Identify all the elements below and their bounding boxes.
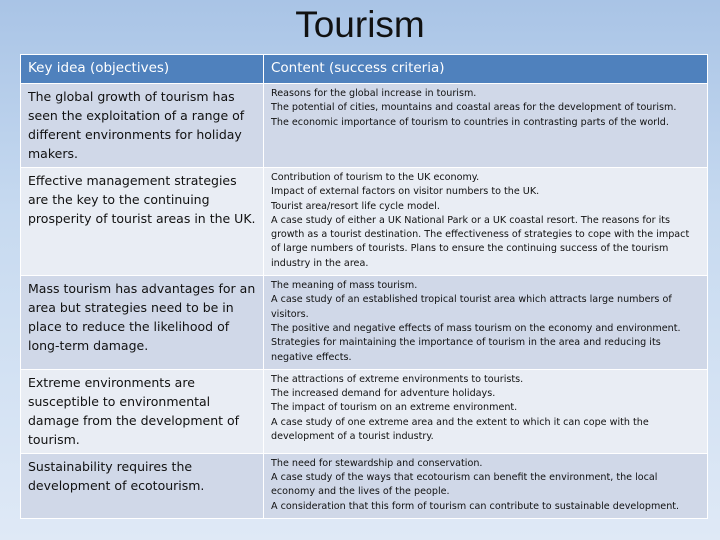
content-line: A case study of the ways that ecotourism can benefit the environment, the local economy and the lives of the people. xyxy=(271,472,658,498)
content-line: The positive and negative effects of mass tourism on the economy and environment. xyxy=(271,322,681,334)
content-line: Tourist area/resort life cycle model. xyxy=(271,200,440,212)
content-line: A case study of one extreme area and the extent to which it can cope with the development of a tourist industry. xyxy=(271,416,649,443)
key-idea-cell: The global growth of tourism has seen the exploitation of a range of different environments for holiday makers. xyxy=(21,84,264,168)
header-key-idea: Key idea (objectives) xyxy=(21,55,264,84)
header-content: Content (success criteria) xyxy=(264,55,708,84)
content-line: The economic importance of tourism to countries in contrasting parts of the world. xyxy=(271,116,669,128)
content-line: A consideration that this form of tourism can contribute to sustainable development. xyxy=(271,500,680,512)
key-idea-cell: Mass tourism has advantages for an area but strategies need to be in place to reduce the likelihood of long-term damage. xyxy=(21,276,264,370)
content-cell xyxy=(264,453,708,518)
content-cell xyxy=(264,276,708,370)
content-line: Contribution of tourism to the UK economy. xyxy=(271,172,480,183)
content-line: The need for stewardship and conservation. xyxy=(271,457,483,469)
content-line: The attractions of extreme environments to tourists. xyxy=(271,373,524,385)
key-idea-cell: Effective management strategies are the key to the continuing prosperity of tourist areas in the UK. xyxy=(21,168,264,276)
table-row xyxy=(21,84,708,168)
key-idea-cell: Extreme environments are susceptible to environmental damage from the development of tourism. xyxy=(21,369,264,453)
table-row xyxy=(21,276,708,370)
content-line: A case study of either a UK National Park or a UK coastal resort. The reasons for its growth as a tourist destination. The effectiveness of strategies to cope with the impact of large numbers of tourists. Plans to ensure the continuing success of the tourism industry in the area. xyxy=(271,214,690,269)
content-cell xyxy=(264,168,708,276)
content-line: Reasons for the global increase in tourism. xyxy=(271,88,477,99)
tourism-table xyxy=(20,54,708,519)
content-cell xyxy=(264,84,708,168)
content-line: Impact of external factors on visitor numbers to the UK. xyxy=(271,186,540,198)
table-row xyxy=(21,453,708,518)
table-row xyxy=(21,369,708,453)
content-cell xyxy=(264,369,708,453)
content-line: The increased demand for adventure holidays. xyxy=(271,388,496,400)
key-idea-cell: Sustainability requires the development of ecotourism. xyxy=(21,453,264,518)
slide-title: Tourism xyxy=(295,4,425,45)
content-line: The potential of cities, mountains and coastal areas for the development of tourism. xyxy=(271,102,677,114)
table-header-row xyxy=(21,55,708,84)
content-line: A case study of an established tropical tourist area which attracts large numbers of visitors. xyxy=(271,294,672,320)
content-line: The impact of tourism on an extreme environment. xyxy=(271,402,518,414)
table-row xyxy=(21,168,708,276)
content-line: Strategies for maintaining the importance of tourism in the area and reducing its negative effects. xyxy=(271,337,661,363)
content-line: The meaning of mass tourism. xyxy=(271,280,418,292)
